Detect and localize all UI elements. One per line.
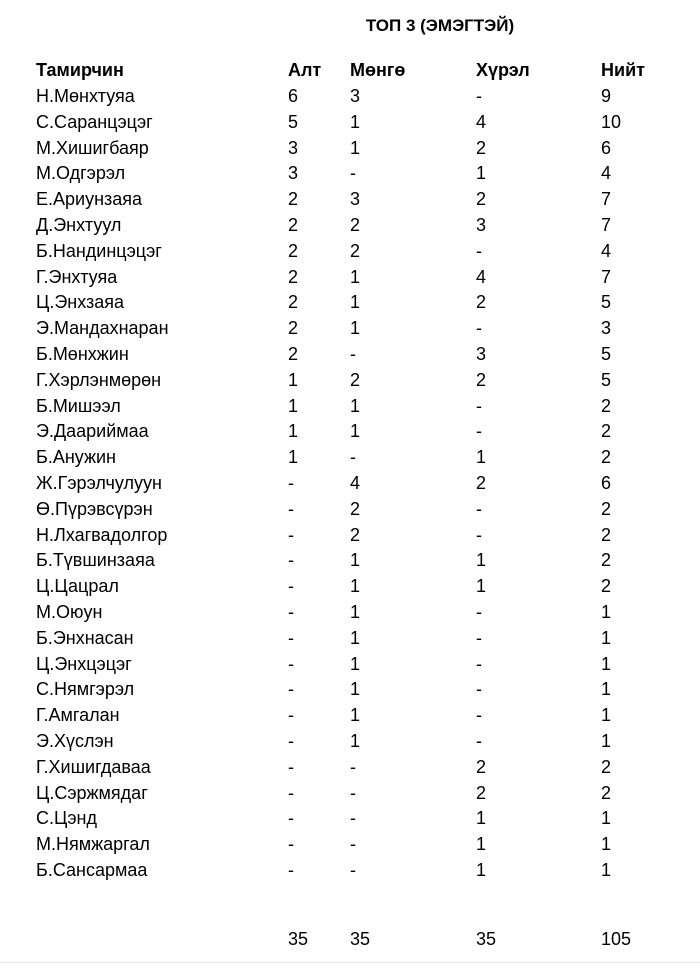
cell-silver: -: [350, 344, 356, 364]
totals-row: [0, 926, 700, 952]
table-row: [0, 625, 700, 651]
table-row: [0, 599, 700, 625]
cell-total: 9: [601, 86, 612, 106]
table-row: [0, 264, 700, 290]
cell-name: Н.Мөнхтуяа: [36, 86, 135, 106]
cell-gold: -: [288, 756, 294, 777]
cell-gold: 2: [288, 344, 299, 364]
cell-total: 5: [601, 292, 612, 313]
cell-bronze: -: [476, 318, 482, 339]
cell-silver: 3: [350, 86, 361, 106]
cell-total: 5: [601, 369, 612, 390]
cell-bronze: -: [476, 86, 482, 106]
table-row: [0, 135, 700, 161]
cell-name: М.Оюун: [36, 602, 103, 622]
cell-silver: 2: [350, 369, 361, 390]
total-total: 105: [601, 929, 632, 949]
cell-gold: -: [288, 705, 294, 726]
cell-silver: 1: [350, 266, 361, 287]
cell-name: Ц.Энхцэцэг: [36, 653, 132, 674]
cell-name: Г.Хэрлэнмөрөн: [36, 369, 162, 390]
table-row: [0, 238, 700, 264]
cell-gold: 2: [288, 318, 299, 339]
header-name: Тамирчин: [36, 60, 124, 80]
cell-bronze: 2: [476, 292, 487, 313]
cell-name: Ж.Гэрэлчулуун: [36, 473, 162, 493]
cell-name: Ц.Сэржмядаг: [36, 782, 148, 803]
cell-silver: 2: [350, 524, 361, 545]
cell-gold: -: [288, 834, 294, 855]
cell-total: 1: [601, 602, 612, 622]
cell-name: Э.Даариймаа: [36, 421, 149, 442]
header-gold: Алт: [288, 60, 322, 80]
cell-name: М.Нямжаргал: [36, 834, 150, 855]
cell-gold: 1: [288, 395, 299, 416]
cell-bronze: -: [476, 395, 482, 416]
cell-total: 2: [601, 550, 612, 571]
cell-bronze: -: [476, 679, 482, 700]
cell-bronze: -: [476, 653, 482, 674]
header-bronze: Хүрэл: [476, 60, 530, 80]
cell-total: 1: [601, 653, 612, 674]
cell-gold: 1: [288, 369, 299, 390]
cell-gold: 6: [288, 86, 299, 106]
table-row: [0, 496, 700, 522]
cell-silver: 2: [350, 215, 361, 235]
table-row: [0, 702, 700, 728]
cell-silver: 1: [350, 292, 361, 313]
cell-gold: -: [288, 860, 294, 880]
cell-total: 2: [601, 756, 612, 777]
cell-gold: 3: [288, 137, 299, 158]
total-gold: 35: [288, 929, 309, 949]
cell-total: 1: [601, 808, 612, 829]
cell-total: 2: [601, 395, 612, 416]
cell-silver: 1: [350, 111, 361, 132]
table-row: [0, 728, 700, 754]
cell-gold: -: [288, 782, 294, 803]
cell-name: Б.Анужин: [36, 447, 116, 468]
cell-silver: 1: [350, 137, 361, 158]
cell-total: 7: [601, 189, 612, 210]
cell-total: 10: [601, 111, 622, 132]
page-title: ТОП 3 (ЭМЭГТЭЙ): [365, 16, 515, 35]
cell-total: 1: [601, 834, 612, 855]
table-row: [0, 418, 700, 444]
cell-bronze: 2: [476, 473, 487, 493]
cell-silver: 1: [350, 421, 361, 442]
cell-gold: -: [288, 679, 294, 700]
cell-silver: 1: [350, 679, 361, 700]
cell-bronze: -: [476, 524, 482, 545]
total-silver: 35: [350, 929, 371, 949]
table-row: [0, 857, 700, 883]
table-row: [0, 444, 700, 470]
cell-total: 7: [601, 215, 612, 235]
table-row: [0, 341, 700, 367]
table-row: [0, 289, 700, 315]
cell-bronze: 1: [476, 860, 487, 880]
cell-name: Н.Лхагвадолгор: [36, 524, 168, 545]
table-row: [0, 831, 700, 857]
cell-gold: 2: [288, 292, 299, 313]
cell-silver: -: [350, 808, 356, 829]
cell-silver: -: [350, 447, 356, 468]
cell-total: 2: [601, 447, 612, 468]
cell-name: Э.Хүслэн: [36, 731, 114, 751]
cell-bronze: 4: [476, 266, 487, 287]
cell-gold: 2: [288, 215, 299, 235]
cell-total: 4: [601, 240, 612, 261]
cell-gold: -: [288, 473, 294, 493]
cell-silver: -: [350, 834, 356, 855]
cell-bronze: -: [476, 240, 482, 261]
cell-total: 6: [601, 473, 612, 493]
cell-silver: -: [350, 163, 356, 184]
cell-total: 4: [601, 163, 612, 184]
cell-silver: -: [350, 860, 356, 880]
cell-bronze: 1: [476, 447, 487, 468]
table-row: [0, 676, 700, 702]
table-row: [0, 315, 700, 341]
cell-bronze: 1: [476, 576, 487, 597]
cell-bronze: 1: [476, 163, 487, 184]
table-row: [0, 754, 700, 780]
cell-bronze: -: [476, 627, 482, 648]
cell-bronze: 2: [476, 782, 487, 803]
table-row: [0, 186, 700, 212]
cell-name: Ө.Пүрэвсүрэн: [36, 498, 153, 519]
cell-gold: -: [288, 627, 294, 648]
cell-total: 7: [601, 266, 612, 287]
cell-bronze: 3: [476, 344, 487, 364]
cell-name: С.Цэнд: [36, 808, 97, 829]
cell-gold: -: [288, 550, 294, 571]
cell-total: 1: [601, 731, 612, 751]
cell-bronze: -: [476, 421, 482, 442]
cell-name: М.Одгэрэл: [36, 163, 126, 184]
cell-silver: 3: [350, 189, 361, 210]
table-row: [0, 780, 700, 806]
cell-bronze: 2: [476, 189, 487, 210]
table-header: [0, 57, 700, 83]
cell-bronze: 1: [476, 834, 487, 855]
table-row: [0, 470, 700, 496]
cell-gold: -: [288, 731, 294, 751]
table-row: [0, 393, 700, 419]
cell-gold: 2: [288, 240, 299, 261]
cell-total: 2: [601, 524, 612, 545]
table-row: [0, 651, 700, 677]
cell-name: Г.Амгалан: [36, 705, 120, 726]
table-row: [0, 212, 700, 238]
cell-name: Г.Хишигдаваа: [36, 756, 151, 777]
cell-silver: 1: [350, 653, 361, 674]
cell-gold: -: [288, 524, 294, 545]
cell-silver: 1: [350, 602, 361, 622]
cell-bronze: 3: [476, 215, 487, 235]
cell-name: Ц.Цацрал: [36, 576, 119, 597]
cell-name: Б.Энхнасан: [36, 627, 134, 648]
cell-bronze: 1: [476, 550, 487, 571]
cell-total: 6: [601, 137, 612, 158]
cell-silver: 1: [350, 705, 361, 726]
cell-silver: 1: [350, 395, 361, 416]
cell-total: 3: [601, 318, 612, 339]
cell-total: 2: [601, 421, 612, 442]
cell-silver: 1: [350, 318, 361, 339]
table-row: [0, 573, 700, 599]
cell-gold: 5: [288, 111, 299, 132]
cell-name: С.Саранцэцэг: [36, 111, 153, 132]
cell-bronze: -: [476, 731, 482, 751]
cell-name: М.Хишигбаяр: [36, 137, 149, 158]
cell-bronze: -: [476, 602, 482, 622]
cell-gold: -: [288, 602, 294, 622]
cell-silver: 4: [350, 473, 361, 493]
table-row: [0, 109, 700, 135]
cell-gold: 2: [288, 266, 299, 287]
table-row: [0, 547, 700, 573]
cell-gold: 2: [288, 189, 299, 210]
cell-silver: 2: [350, 498, 361, 519]
table-row: [0, 83, 700, 109]
cell-name: С.Нямгэрэл: [36, 679, 135, 700]
cell-name: Д.Энхтуул: [36, 215, 122, 235]
cell-total: 1: [601, 627, 612, 648]
cell-gold: -: [288, 576, 294, 597]
cell-name: Б.Мишээл: [36, 395, 121, 416]
cell-name: Г.Энхтуяа: [36, 266, 118, 287]
cell-gold: 1: [288, 447, 299, 468]
cell-silver: -: [350, 756, 356, 777]
cell-name: Б.Сансармаа: [36, 860, 148, 880]
cell-total: 1: [601, 705, 612, 726]
cell-bronze: 4: [476, 111, 487, 132]
cell-total: 5: [601, 344, 612, 364]
cell-name: Е.Ариунзаяа: [36, 189, 143, 210]
cell-silver: 1: [350, 627, 361, 648]
cell-total: 1: [601, 860, 612, 880]
total-bronze: 35: [476, 929, 497, 949]
cell-bronze: 2: [476, 369, 487, 390]
cell-bronze: -: [476, 498, 482, 519]
cell-name: Б.Түвшинзаяа: [36, 550, 155, 571]
cell-gold: -: [288, 498, 294, 519]
table-row: [0, 367, 700, 393]
cell-bronze: -: [476, 705, 482, 726]
cell-total: 2: [601, 782, 612, 803]
cell-bronze: 1: [476, 808, 487, 829]
cell-gold: 3: [288, 163, 299, 184]
cell-name: Э.Мандахнаран: [36, 318, 169, 339]
cell-gold: -: [288, 653, 294, 674]
cell-name: Б.Нандинцэцэг: [36, 240, 162, 261]
cell-name: Б.Мөнхжин: [36, 344, 129, 364]
cell-silver: 2: [350, 240, 361, 261]
cell-name: Ц.Энхзаяа: [36, 292, 125, 313]
cell-silver: -: [350, 782, 356, 803]
table-row: [0, 160, 700, 186]
table-row: [0, 522, 700, 548]
header-total: Нийт: [601, 60, 645, 80]
cell-silver: 1: [350, 576, 361, 597]
cell-bronze: 2: [476, 137, 487, 158]
cell-total: 2: [601, 576, 612, 597]
cell-gold: -: [288, 808, 294, 829]
cell-silver: 1: [350, 550, 361, 571]
cell-silver: 1: [350, 731, 361, 751]
cell-gold: 1: [288, 421, 299, 442]
cell-total: 1: [601, 679, 612, 700]
table-row: [0, 805, 700, 831]
cell-total: 2: [601, 498, 612, 519]
cell-bronze: 2: [476, 756, 487, 777]
header-silver: Мөнгө: [350, 60, 406, 80]
divider: [0, 962, 700, 963]
